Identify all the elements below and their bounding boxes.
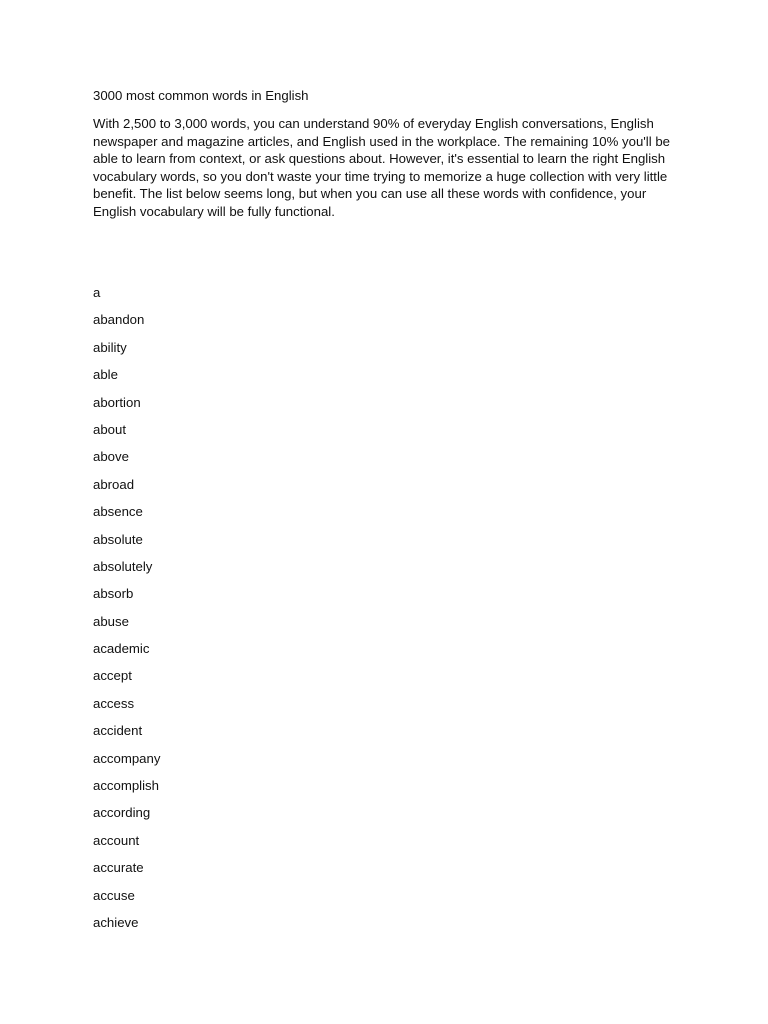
intro-paragraph: With 2,500 to 3,000 words, you can understand 90% of everyday English conversations, English newspaper and magazine articles, and English used in the workplace. The remaining 10% you'll be able to learn from context, or ask questions about. However, it's essential to learn the right English vocabulary words, so you don't waste your time trying to memorize a huge collection with very little benefit. The list below seems long, but when you can use all these words with confidence, your English vocabulary will be fully functional.: [93, 116, 671, 219]
document-title: 3000 most common words in English: [93, 88, 309, 103]
list-item: about: [93, 421, 127, 437]
list-item: accurate: [93, 860, 144, 876]
list-item: accompany: [93, 750, 161, 766]
list-item: access: [93, 695, 135, 711]
list-item: abandon: [93, 312, 145, 328]
list-item: absolutely: [93, 558, 153, 574]
list-item: account: [93, 832, 140, 848]
document-page: [93, 87, 673, 930]
list-item: accomplish: [93, 778, 159, 794]
list-item: accuse: [93, 887, 135, 903]
list-item: abortion: [93, 394, 141, 410]
list-item: according: [93, 805, 151, 821]
list-item: able: [93, 367, 118, 383]
list-item: above: [93, 449, 129, 465]
list-item: a: [93, 285, 101, 300]
list-item: achieve: [93, 914, 139, 930]
list-item: absence: [93, 504, 143, 520]
list-item: abroad: [93, 476, 135, 492]
list-item: academic: [93, 641, 150, 657]
list-item: accident: [93, 723, 143, 739]
list-item: absolute: [93, 531, 143, 547]
list-item: ability: [93, 339, 127, 355]
list-item: absorb: [93, 586, 134, 602]
list-item: accept: [93, 668, 132, 684]
word-list: [93, 284, 160, 941]
list-item: abuse: [93, 613, 129, 629]
